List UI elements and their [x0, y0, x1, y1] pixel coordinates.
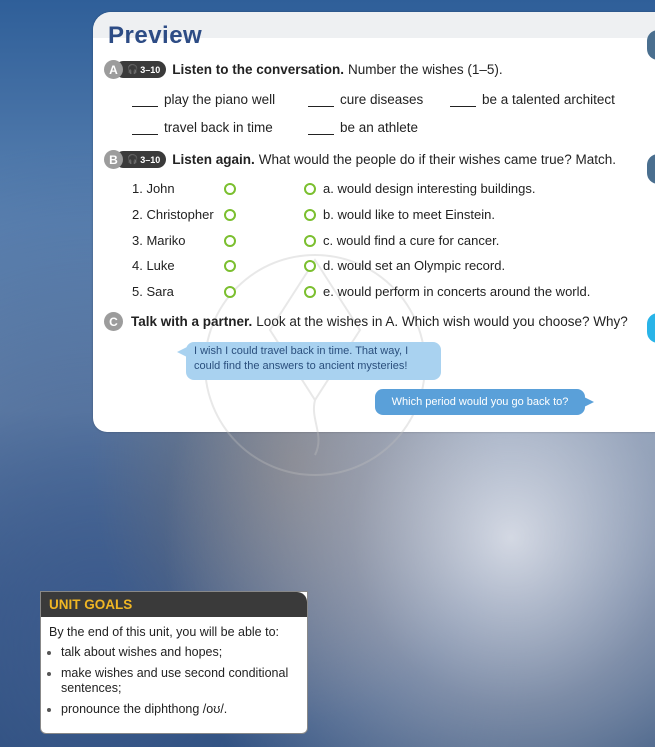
- answer-blank[interactable]: [132, 122, 158, 135]
- match-name: 1. John: [132, 181, 175, 196]
- speech-bubble-1: I wish I could travel back in time. That way, I could find the answers to ancient mysteries!: [186, 342, 441, 380]
- wish-item: travel back in time: [132, 120, 273, 135]
- wish-item: be a talented architect: [450, 92, 615, 107]
- section-a-instruction: Number the wishes (1–5).: [348, 62, 503, 77]
- match-option: b. would like to meet Einstein.: [323, 207, 495, 222]
- match-dot-right[interactable]: [304, 286, 316, 298]
- wish-item: play the piano well: [132, 92, 275, 107]
- side-tab-top[interactable]: [647, 30, 655, 60]
- match-option: a. would design interesting buildings.: [323, 181, 536, 196]
- match-dot-left[interactable]: [224, 260, 236, 272]
- answer-blank[interactable]: [308, 122, 334, 135]
- headphones-icon: 🎧: [127, 64, 139, 74]
- unit-goal-item: • make wishes and use second conditional sentences;: [61, 666, 301, 696]
- section-b-badge: B: [104, 150, 123, 169]
- audio-track-b[interactable]: 🎧 3–10: [115, 151, 166, 168]
- unit-goals-list: [41, 645, 307, 717]
- section-a-instruction-bold: Listen to the conversation.: [172, 62, 345, 77]
- match-dot-right[interactable]: [304, 260, 316, 272]
- answer-blank[interactable]: [132, 94, 158, 107]
- speech-bubble-2: Which period would you go back to?: [375, 389, 585, 415]
- answer-blank[interactable]: [308, 94, 334, 107]
- match-dot-left[interactable]: [224, 183, 236, 195]
- section-c-header: [104, 312, 628, 331]
- match-dot-left[interactable]: [224, 209, 236, 221]
- headphones-icon: 🎧: [127, 154, 139, 164]
- match-option: d. would set an Olympic record.: [323, 258, 506, 273]
- section-a-badge: A: [104, 60, 123, 79]
- section-c-badge: C: [104, 312, 123, 331]
- match-dot-right[interactable]: [304, 183, 316, 195]
- match-name: 3. Mariko: [132, 233, 186, 248]
- section-b-header: [104, 150, 616, 169]
- audio-track-a[interactable]: 🎧 3–10: [115, 61, 166, 78]
- match-dot-left[interactable]: [224, 235, 236, 247]
- match-dot-right[interactable]: [304, 209, 316, 221]
- match-dot-right[interactable]: [304, 235, 316, 247]
- wish-item: be an athlete: [308, 120, 418, 135]
- unit-goals-box: [40, 591, 308, 734]
- section-a-header: [104, 60, 503, 79]
- section-c-instruction-bold: Talk with a partner.: [131, 314, 253, 329]
- match-option: c. would find a cure for cancer.: [323, 233, 500, 248]
- section-b-instruction-bold: Listen again.: [172, 152, 255, 167]
- page-title: Preview: [108, 22, 203, 49]
- unit-goal-item: • pronounce the diphthong /oʊ/.: [61, 702, 301, 717]
- section-b-instruction: What would the people do if their wishes came true? Match.: [258, 152, 616, 167]
- unit-goals-intro: By the end of this unit, you will be able to:: [49, 625, 279, 639]
- answer-blank[interactable]: [450, 94, 476, 107]
- match-dot-left[interactable]: [224, 286, 236, 298]
- match-option: e. would perform in concerts around the world.: [323, 284, 591, 299]
- side-tab-bottom[interactable]: [647, 313, 655, 343]
- unit-goal-item: • talk about wishes and hopes;: [61, 645, 301, 660]
- wish-item: cure diseases: [308, 92, 423, 107]
- section-c-instruction: Look at the wishes in A. Which wish would you choose? Why?: [256, 314, 628, 329]
- unit-goals-title: UNIT GOALS: [41, 592, 307, 617]
- side-tab-middle[interactable]: [647, 154, 655, 184]
- match-name: 5. Sara: [132, 284, 174, 299]
- match-name: 2. Christopher: [132, 207, 214, 222]
- match-name: 4. Luke: [132, 258, 175, 273]
